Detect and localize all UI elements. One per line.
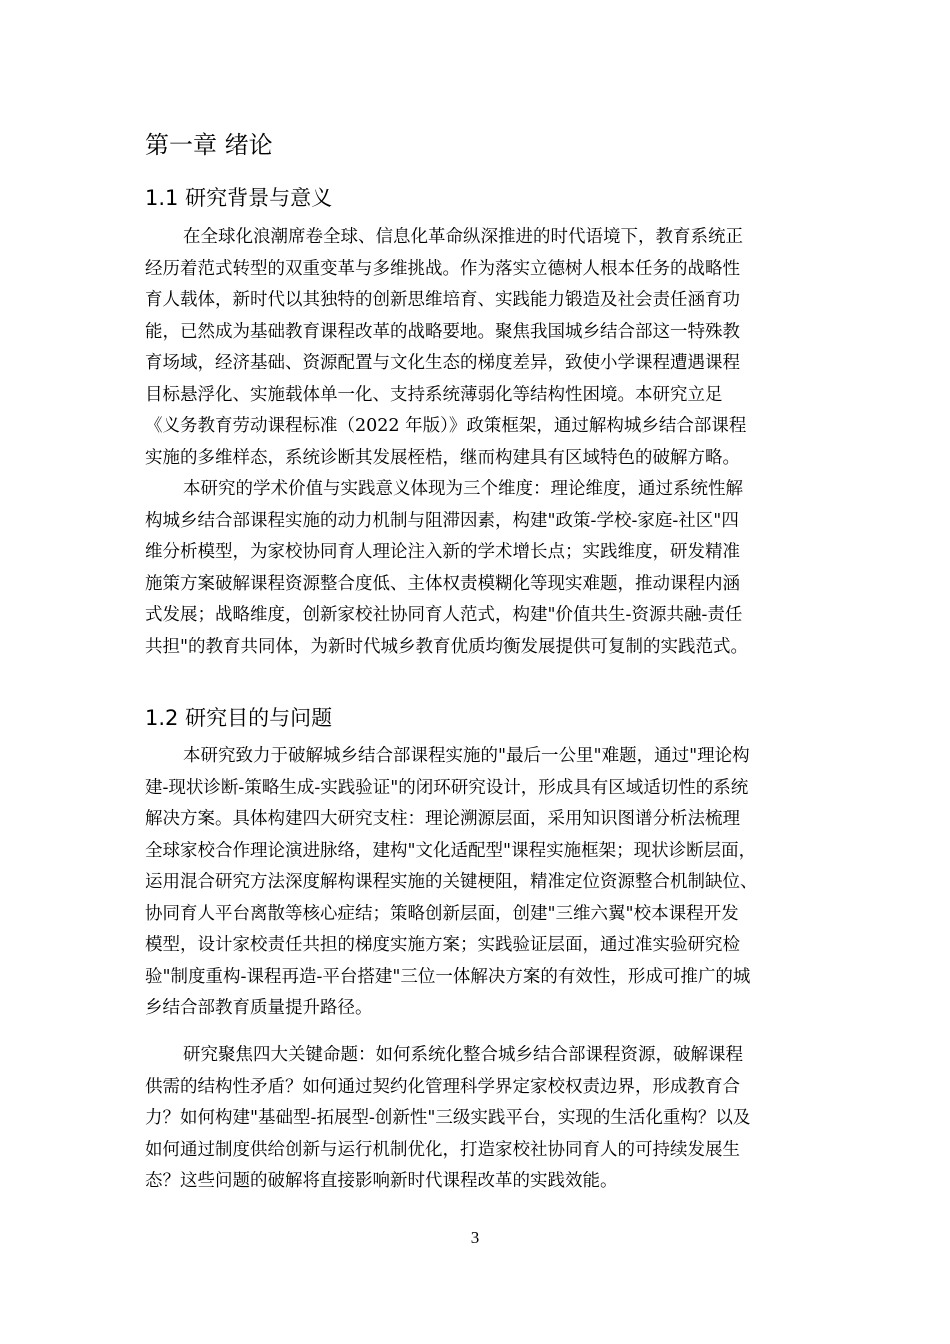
paragraph-line: 式发展；战略维度，创新家校社协同育人范式，构建"价值共生-资源共融-责任	[145, 605, 743, 625]
paragraph-line: 全球家校合作理论演进脉络，建构"文化适配型"课程实施框架；现状诊断层面，	[145, 840, 757, 861]
paragraph-line: 育场域，经济基础、资源配置与文化生态的梯度差异，致使小学课程遭遇课程	[145, 353, 740, 373]
page-number: 3	[470, 1228, 480, 1247]
paragraph-line: 能，已然成为基础教育课程改革的战略要地。聚焦我国城乡结合部这一特殊教	[145, 321, 740, 342]
paragraph-line: 育人载体，新时代以其独特的创新思维培育、实践能力锻造及社会责任涵育功	[145, 290, 740, 310]
paragraph-line: 共担"的教育共同体，为新时代城乡教育优质均衡发展提供可复制的实践范式。	[145, 636, 749, 657]
paragraph-line: 实施的多维样态，系统诊断其发展桎梏，继而构建具有区域特色的破解方略。	[145, 447, 740, 468]
paragraph-line: 研究聚焦四大关键命题：如何系统化整合城乡结合部课程资源，破解课程	[183, 1045, 743, 1065]
paragraph-line: 本研究的学术价值与实践意义体现为三个维度：理论维度，通过系统性解	[183, 479, 743, 499]
paragraph-objectives	[145, 741, 805, 1025]
paragraph-line: 协同育人平台离散等核心症结；策略创新层面，创建"三维六翼"校本课程开发	[145, 903, 739, 924]
paragraph-line: 乡结合部教育质量提升路径。	[145, 998, 373, 1018]
paragraph-line: 维分析模型，为家校协同育人理论注入新的学术增长点；实践维度，研发精准	[145, 542, 740, 562]
paragraph-line: 施策方案破解课程资源整合度低、主体权责模糊化等现实难题，推动课程内涵	[145, 573, 740, 594]
paragraph-questions	[145, 1040, 805, 1198]
chapter-title: 第一章 绪论	[145, 131, 273, 159]
paragraph-line: 运用混合研究方法深度解构课程实施的关键梗阻，精准定位资源整合机制缺位、	[145, 872, 758, 892]
paragraph-line: 解决方案。具体构建四大研究支柱：理论溯源层面，采用知识图谱分析法梳理	[145, 809, 740, 829]
paragraph-line: 经历着范式转型的双重变革与多维挑战。作为落实立德树人根本任务的战略性	[145, 258, 740, 279]
paragraph-line: 构城乡结合部课程实施的动力机制与阻滞因素，构建"政策-学校-家庭-社区"四	[145, 510, 739, 531]
paragraph-line: 目标悬浮化、实施载体单一化、支持系统薄弱化等结构性困境。本研究立足	[145, 384, 723, 405]
paragraph-line: 建-现状诊断-策略生成-实践验证"的闭环研究设计，形成具有区域适切性的系统	[145, 777, 749, 798]
paragraph-line: 验"制度重构-课程再造-平台搭建"三位一体解决方案的有效性，形成可推广的城	[145, 966, 751, 987]
paragraph-line: 模型，设计家校责任共担的梯度实施方案；实践验证层面，通过准实验研究检	[145, 935, 740, 955]
paragraph-line: 态？这些问题的破解将直接影响新时代课程改革的实践效能。	[145, 1171, 618, 1191]
section-heading-1-1: 1.1 研究背景与意义	[145, 186, 333, 210]
paragraph-line: 在全球化浪潮席卷全球、信息化革命纵深推进的时代语境下，教育系统正	[183, 227, 743, 247]
paragraph-line: 《义务教育劳动课程标准（2022 年版）》政策框架，通过解构城乡结合部课程	[145, 416, 747, 436]
paragraph-background	[145, 222, 805, 474]
paragraph-line: 本研究致力于破解城乡结合部课程实施的"最后一公里"难题，通过"理论构	[183, 746, 750, 766]
paragraph-line: 供需的结构性矛盾？如何通过契约化管理科学界定家校权责边界，形成教育合	[145, 1076, 740, 1097]
paragraph-line: 力？如何构建"基础型-拓展型-创新性"三级实践平台，实现的生活化重构？以及	[145, 1108, 751, 1128]
paragraph-line: 如何通过制度供给创新与运行机制优化，打造家校社协同育人的可持续发展生	[145, 1139, 740, 1160]
paragraph-significance	[145, 474, 805, 663]
section-heading-1-2: 1.2 研究目的与问题	[145, 706, 333, 730]
